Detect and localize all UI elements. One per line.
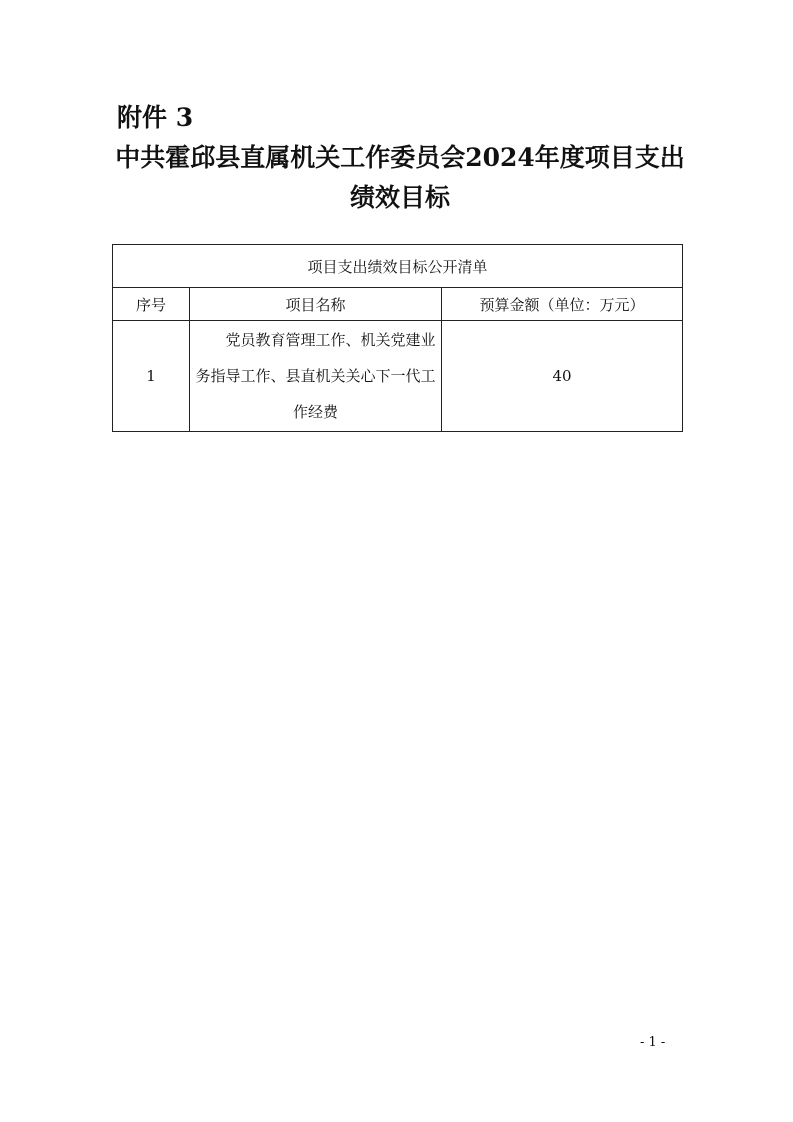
header-budget: 预算金额（单位：万元） bbox=[442, 288, 683, 321]
table-header-row bbox=[113, 288, 683, 321]
table-caption: 项目支出绩效目标公开清单 bbox=[113, 245, 683, 288]
row-project-name: 党员教育管理工作、机关党建业务指导工作、县直机关关心下一代工作经费 bbox=[190, 321, 442, 432]
table-row bbox=[113, 321, 683, 432]
document-title-line-2: 绩效目标 bbox=[349, 183, 450, 212]
performance-target-table bbox=[112, 244, 683, 432]
row-budget: 40 bbox=[442, 321, 683, 432]
page-number: - 1 - bbox=[640, 1035, 666, 1050]
header-index: 序号 bbox=[113, 288, 190, 321]
row-index: 1 bbox=[113, 321, 190, 432]
document-title-line-1: 中共霍邱县直属机关工作委员会2024年度项目支出 bbox=[115, 143, 685, 172]
table-caption-row bbox=[113, 245, 683, 288]
document-title bbox=[100, 138, 700, 218]
attachment-label: 附件 3 bbox=[117, 103, 194, 132]
header-project-name: 项目名称 bbox=[190, 288, 442, 321]
